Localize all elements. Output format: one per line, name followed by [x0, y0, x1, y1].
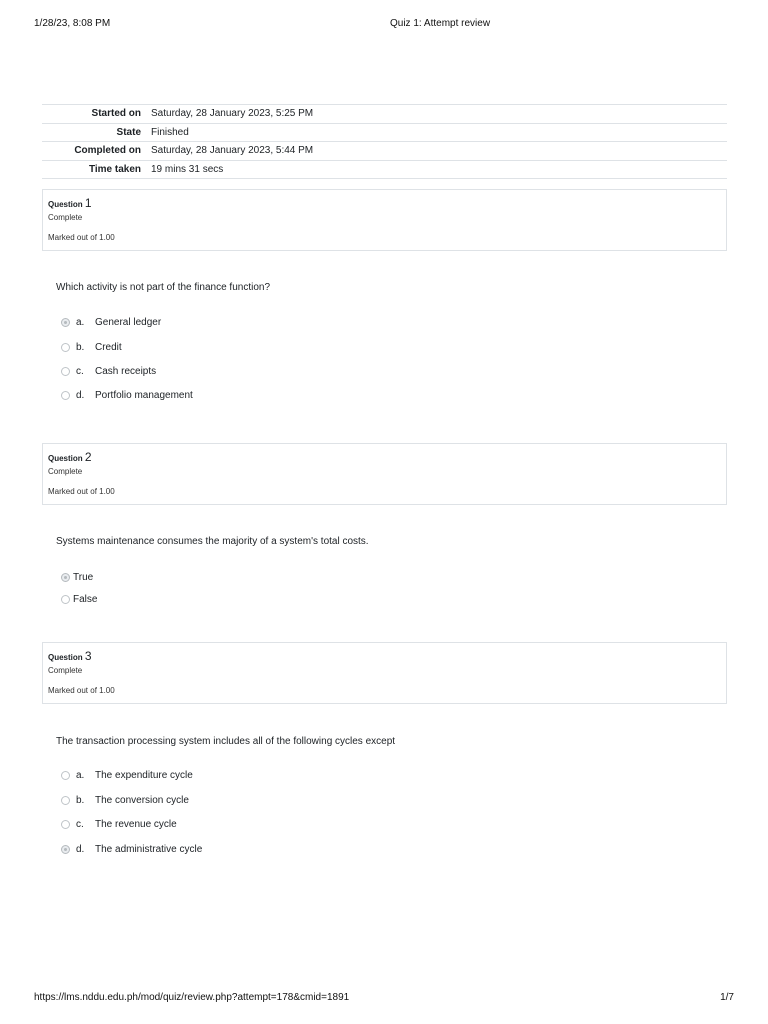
- answer-letter: c.: [76, 365, 84, 377]
- summary-row-time-taken: [42, 160, 727, 179]
- print-datetime: 1/28/23, 8:08 PM: [34, 18, 111, 29]
- radio-icon[interactable]: [61, 820, 70, 829]
- answer-text: The administrative cycle: [95, 843, 203, 855]
- question-grade: Marked out of 1.00: [48, 233, 115, 242]
- answer-option[interactable]: [61, 315, 161, 329]
- question-grade: Marked out of 1.00: [48, 487, 115, 496]
- answer-option[interactable]: [61, 768, 193, 782]
- answer-option[interactable]: [61, 793, 189, 807]
- radio-selected-icon[interactable]: [61, 318, 70, 327]
- radio-icon[interactable]: [61, 367, 70, 376]
- answer-text: False: [73, 593, 98, 605]
- question-state: Complete: [48, 666, 83, 675]
- question-info-3: [42, 642, 727, 704]
- question-label: Question: [48, 653, 83, 662]
- answer-letter: c.: [76, 818, 84, 830]
- radio-selected-icon[interactable]: [61, 573, 70, 582]
- summary-row-state: [42, 123, 727, 142]
- answer-text: The conversion cycle: [95, 794, 189, 806]
- summary-row-started: [42, 105, 727, 124]
- print-page-title: Quiz 1: Attempt review: [390, 18, 491, 29]
- answer-letter: d.: [76, 389, 85, 401]
- answer-option[interactable]: [61, 364, 156, 378]
- answer-option[interactable]: [61, 842, 202, 856]
- answer-letter: b.: [76, 341, 85, 353]
- summary-value: Saturday, 28 January 2023, 5:25 PM: [151, 108, 314, 120]
- summary-label: Started on: [91, 108, 141, 120]
- question-text-3: The transaction processing system includes all of the following cycles except: [56, 736, 396, 747]
- summary-row-completed: [42, 142, 727, 161]
- answer-text: The revenue cycle: [95, 818, 177, 830]
- attempt-summary-table: [42, 104, 727, 179]
- answer-option-true[interactable]: [61, 570, 93, 584]
- answer-letter: a.: [76, 769, 85, 781]
- question-number: [48, 648, 721, 664]
- question-number-value: 1: [84, 196, 92, 210]
- question-info-2: [42, 443, 727, 505]
- question-number: [48, 195, 721, 211]
- radio-icon[interactable]: [61, 391, 70, 400]
- question-text-2: Systems maintenance consumes the majority of a system's total costs.: [56, 536, 369, 547]
- question-label: Question: [48, 454, 83, 463]
- page-number: 1/7: [720, 992, 734, 1003]
- question-grade: Marked out of 1.00: [48, 686, 115, 695]
- answer-text: General ledger: [95, 316, 162, 328]
- answer-option-false[interactable]: [61, 592, 97, 606]
- radio-icon[interactable]: [61, 343, 70, 352]
- question-info-1: [42, 189, 727, 251]
- radio-selected-icon[interactable]: [61, 845, 70, 854]
- question-number-value: 3: [84, 649, 92, 663]
- answer-text: Cash receipts: [95, 365, 157, 377]
- summary-value: Saturday, 28 January 2023, 5:44 PM: [151, 145, 314, 157]
- radio-icon[interactable]: [61, 796, 70, 805]
- answer-letter: a.: [76, 316, 85, 328]
- page-url: https://lms.nddu.edu.ph/mod/quiz/review.php?attempt=178&cmid=1891: [34, 992, 350, 1003]
- question-number: [48, 449, 721, 465]
- summary-label: Time taken: [88, 163, 141, 175]
- radio-icon[interactable]: [61, 771, 70, 780]
- answer-letter: b.: [76, 794, 85, 806]
- radio-icon[interactable]: [61, 595, 70, 604]
- summary-label: Completed on: [74, 145, 141, 157]
- answer-text: Credit: [95, 341, 122, 353]
- answer-text: True: [73, 571, 94, 583]
- answer-option[interactable]: [61, 388, 193, 402]
- summary-label: State: [116, 126, 141, 138]
- summary-value: Finished: [151, 126, 189, 138]
- answer-text: The expenditure cycle: [95, 769, 193, 781]
- question-state: Complete: [48, 467, 83, 476]
- summary-value: 19 mins 31 secs: [151, 163, 224, 175]
- answer-option[interactable]: [61, 340, 122, 354]
- question-state: Complete: [48, 213, 83, 222]
- question-text-1: Which activity is not part of the finance function?: [56, 282, 270, 293]
- question-label: Question: [48, 200, 83, 209]
- print-footer: [34, 992, 734, 1006]
- answer-text: Portfolio management: [95, 389, 193, 401]
- answer-option[interactable]: [61, 817, 177, 831]
- print-header: [34, 18, 734, 32]
- question-number-value: 2: [84, 450, 92, 464]
- answer-letter: d.: [76, 843, 85, 855]
